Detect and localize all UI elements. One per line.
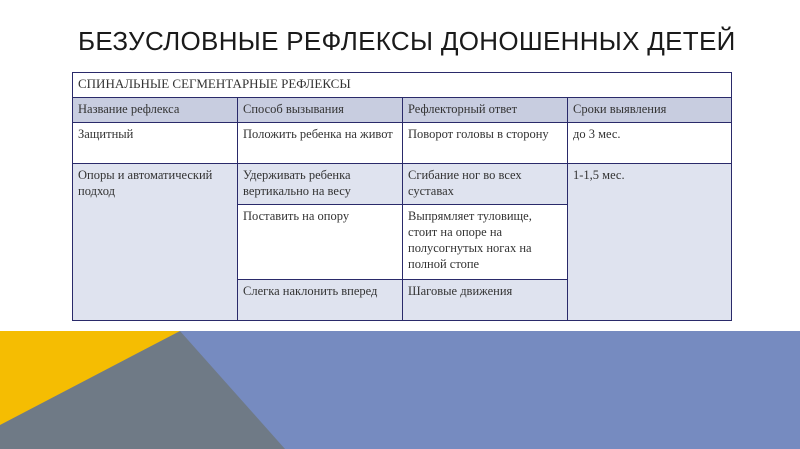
cell-response: Выпрямляет туловище, стоит на опоре на полусогнутых ногах на полной стопе [403, 205, 568, 280]
column-header-method: Способ вызывания [238, 98, 403, 123]
table-row [73, 164, 732, 205]
cell-method: Поставить на опору [238, 205, 403, 280]
cell-response: Шаговые движения [403, 280, 568, 321]
section-title: СПИНАЛЬНЫЕ СЕГМЕНТАРНЫЕ РЕФЛЕКСЫ [73, 73, 732, 98]
cell-name: Защитный [73, 123, 238, 164]
column-header-name: Название рефлекса [73, 98, 238, 123]
cell-timing: до 3 мес. [568, 123, 732, 164]
cell-method: Удерживать ребенка вертикально на весу [238, 164, 403, 205]
header-row [73, 98, 732, 123]
section-row [73, 73, 732, 98]
cell-name: Опоры и автоматический подход [73, 164, 238, 321]
cell-method: Положить ребенка на живот [238, 123, 403, 164]
column-header-response: Рефлекторный ответ [403, 98, 568, 123]
column-header-timing: Сроки выявления [568, 98, 732, 123]
reflex-table [72, 72, 732, 321]
slide-title: БЕЗУСЛОВНЫЕ РЕФЛЕКСЫ ДОНОШЕННЫХ ДЕТЕЙ [78, 26, 736, 56]
cell-timing: 1-1,5 мес. [568, 164, 732, 321]
cell-method: Слегка наклонить вперед [238, 280, 403, 321]
cell-response: Сгибание ног во всех суставах [403, 164, 568, 205]
cell-response: Поворот головы в сторону [403, 123, 568, 164]
table-row [73, 123, 732, 164]
